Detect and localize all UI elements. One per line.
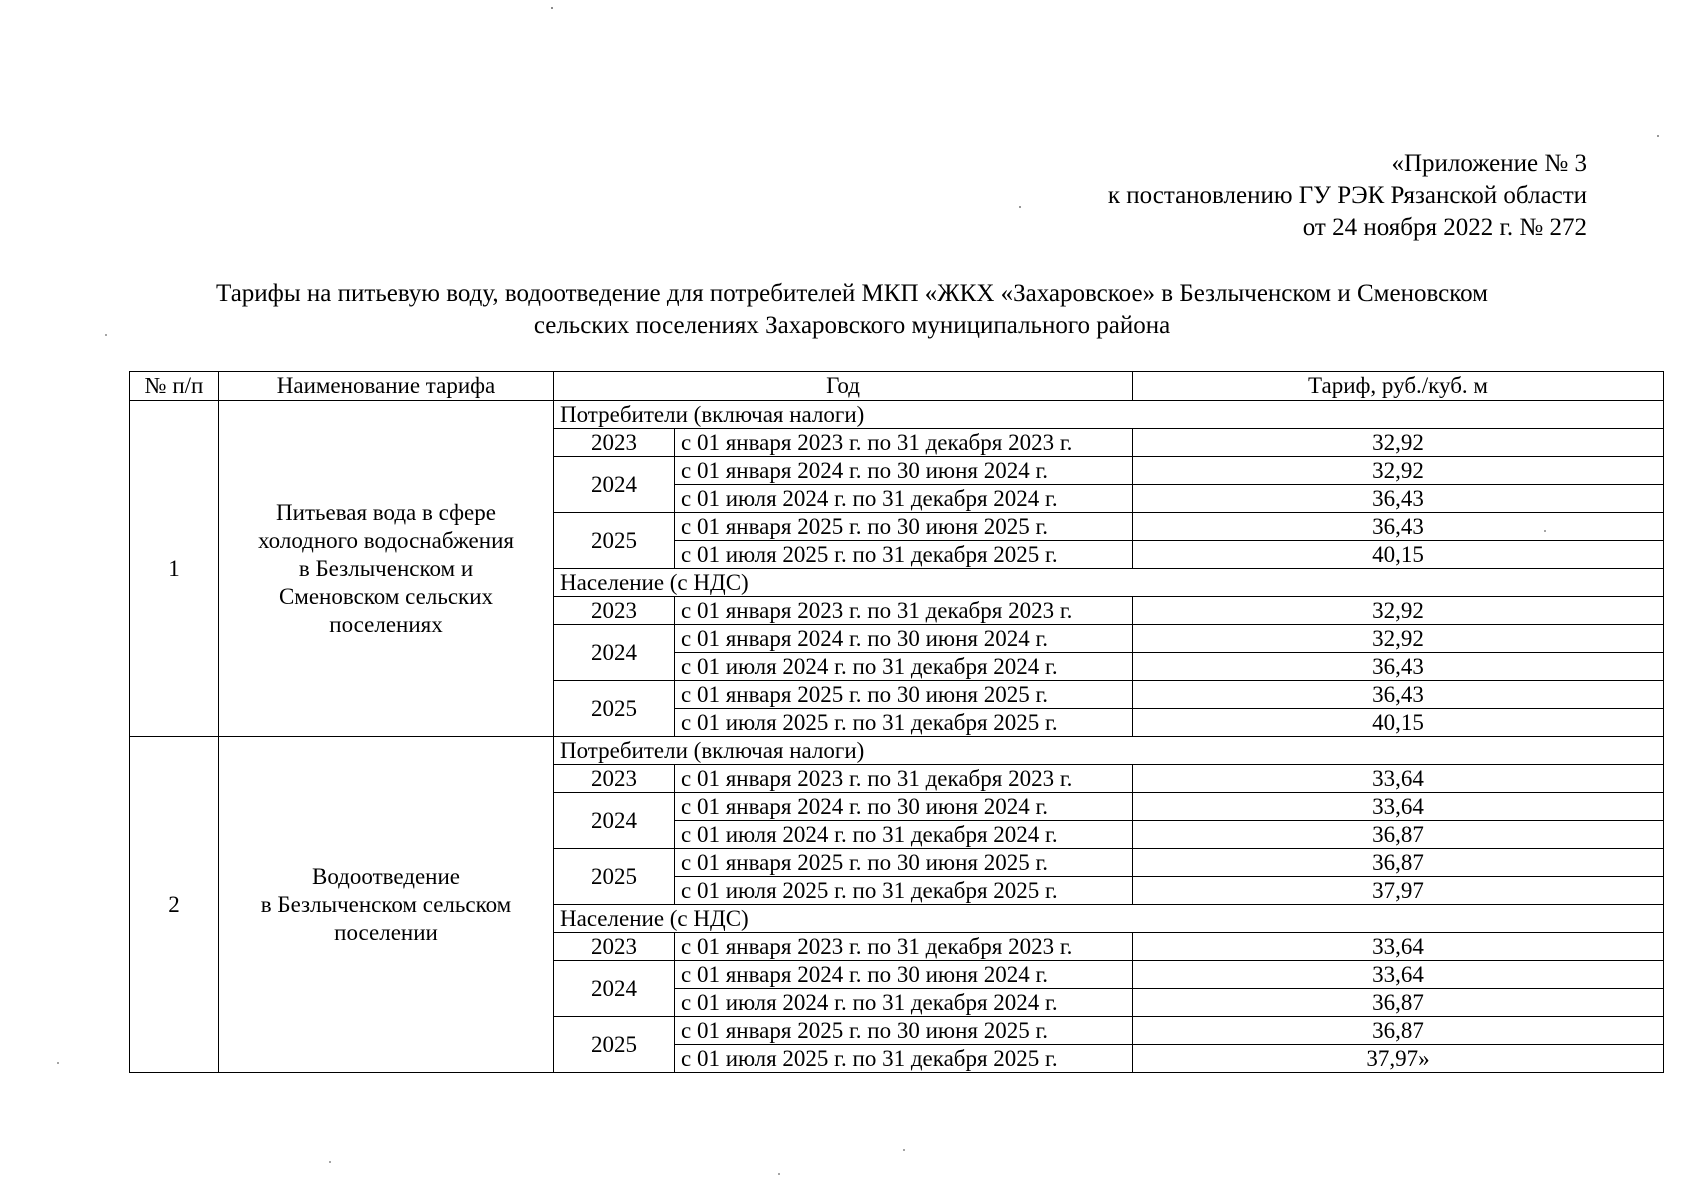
period-cell: с 01 июля 2024 г. по 31 декабря 2024 г. xyxy=(675,653,1133,681)
year-cell: 2025 xyxy=(554,513,675,569)
consumer-group-label: Население (с НДС) xyxy=(554,905,1664,933)
consumer-group-label: Потребители (включая налоги) xyxy=(554,401,1664,429)
title-line-2: сельских поселениях Захаровского муниципального района xyxy=(533,312,1171,339)
tariff-value: 40,15 xyxy=(1133,709,1664,737)
tariff-value: 40,15 xyxy=(1133,541,1664,569)
period-cell: с 01 января 2025 г. по 30 июня 2025 г. xyxy=(675,513,1133,541)
tariff-value: 37,97» xyxy=(1133,1045,1664,1073)
tariff-value: 36,87 xyxy=(1133,989,1664,1017)
tariff-value: 33,64 xyxy=(1133,933,1664,961)
year-cell: 2025 xyxy=(554,681,675,737)
period-cell: с 01 января 2025 г. по 30 июня 2025 г. xyxy=(675,1017,1133,1045)
period-cell: с 01 января 2023 г. по 31 декабря 2023 г. xyxy=(675,933,1133,961)
period-cell: с 01 января 2024 г. по 30 июня 2024 г. xyxy=(675,457,1133,485)
period-cell: с 01 июля 2025 г. по 31 декабря 2025 г. xyxy=(675,1045,1133,1073)
year-cell: 2024 xyxy=(554,625,675,681)
year-cell: 2023 xyxy=(554,597,675,625)
tariff-value: 36,43 xyxy=(1133,485,1664,513)
col-header-tariff: Тариф, руб./куб. м xyxy=(1133,372,1664,401)
col-header-name: Наименование тарифа xyxy=(219,372,554,401)
period-cell: с 01 июля 2024 г. по 31 декабря 2024 г. xyxy=(675,821,1133,849)
tariff-name-line: Водоотведение xyxy=(312,863,460,889)
tariff-value: 36,87 xyxy=(1133,1017,1664,1045)
tariff-value: 32,92 xyxy=(1133,429,1664,457)
tariff-value: 36,43 xyxy=(1133,681,1664,709)
tariff-name-line: в Безлыченском и xyxy=(298,555,474,581)
period-cell: с 01 января 2025 г. по 30 июня 2025 г. xyxy=(675,681,1133,709)
year-cell: 2024 xyxy=(554,793,675,849)
tariff-value: 36,87 xyxy=(1133,849,1664,877)
period-cell: с 01 января 2023 г. по 31 декабря 2023 г. xyxy=(675,597,1133,625)
year-cell: 2024 xyxy=(554,457,675,513)
year-cell: 2025 xyxy=(554,1017,675,1073)
tariff-value: 37,97 xyxy=(1133,877,1664,905)
period-cell: с 01 июля 2025 г. по 31 декабря 2025 г. xyxy=(675,877,1133,905)
tariff-value: 36,43 xyxy=(1133,513,1664,541)
period-cell: с 01 января 2024 г. по 30 июня 2024 г. xyxy=(675,793,1133,821)
tariff-value: 32,92 xyxy=(1133,597,1664,625)
tariff-value: 32,92 xyxy=(1133,625,1664,653)
consumer-group-label: Потребители (включая налоги) xyxy=(554,737,1664,765)
period-cell: с 01 июля 2025 г. по 31 декабря 2025 г. xyxy=(675,709,1133,737)
tariff-value: 33,64 xyxy=(1133,765,1664,793)
title-line-1: Тарифы на питьевую воду, водоотведение для потребителей МКП «ЖКХ «Захаровское» в Безлыченском и Сменовском xyxy=(216,280,1488,307)
consumer-group-label: Население (с НДС) xyxy=(554,569,1664,597)
appendix-line-2: к постановлению ГУ РЭК Рязанской области xyxy=(1107,182,1587,209)
tariff-value: 33,64 xyxy=(1133,793,1664,821)
year-cell: 2023 xyxy=(554,429,675,457)
col-header-year: Год xyxy=(554,372,1133,401)
period-cell: с 01 января 2024 г. по 30 июня 2024 г. xyxy=(675,625,1133,653)
year-cell: 2025 xyxy=(554,849,675,905)
col-header-number: № п/п xyxy=(130,372,219,401)
section-number: 1 xyxy=(130,401,219,737)
tariff-name-line: Сменовском сельских xyxy=(278,583,494,609)
tariff-name-line: Питьевая вода в сфере xyxy=(276,499,496,525)
tariff-name-line: в Безлыченском сельском xyxy=(260,891,512,917)
tariff-name-line: поселении xyxy=(334,919,438,945)
tariff-name-line: холодного водоснабжения xyxy=(258,527,514,553)
section-number: 2 xyxy=(130,737,219,1073)
year-cell: 2023 xyxy=(554,933,675,961)
period-cell: с 01 июля 2024 г. по 31 декабря 2024 г. xyxy=(675,989,1133,1017)
appendix-line-1: «Приложение № 3 xyxy=(1391,150,1587,177)
period-cell: с 01 января 2023 г. по 31 декабря 2023 г. xyxy=(675,765,1133,793)
period-cell: с 01 января 2023 г. по 31 декабря 2023 г. xyxy=(675,429,1133,457)
tariff-value: 36,43 xyxy=(1133,653,1664,681)
period-cell: с 01 января 2025 г. по 30 июня 2025 г. xyxy=(675,849,1133,877)
year-cell: 2023 xyxy=(554,765,675,793)
period-cell: с 01 июля 2025 г. по 31 декабря 2025 г. xyxy=(675,541,1133,569)
tariff-value: 36,87 xyxy=(1133,821,1664,849)
year-cell: 2024 xyxy=(554,961,675,1017)
tariff-name-line: поселениях xyxy=(329,611,443,637)
tariff-value: 32,92 xyxy=(1133,457,1664,485)
tariff-value: 33,64 xyxy=(1133,961,1664,989)
period-cell: с 01 июля 2024 г. по 31 декабря 2024 г. xyxy=(675,485,1133,513)
period-cell: с 01 января 2024 г. по 30 июня 2024 г. xyxy=(675,961,1133,989)
appendix-line-3: от 24 ноября 2022 г. № 272 xyxy=(1302,214,1587,241)
